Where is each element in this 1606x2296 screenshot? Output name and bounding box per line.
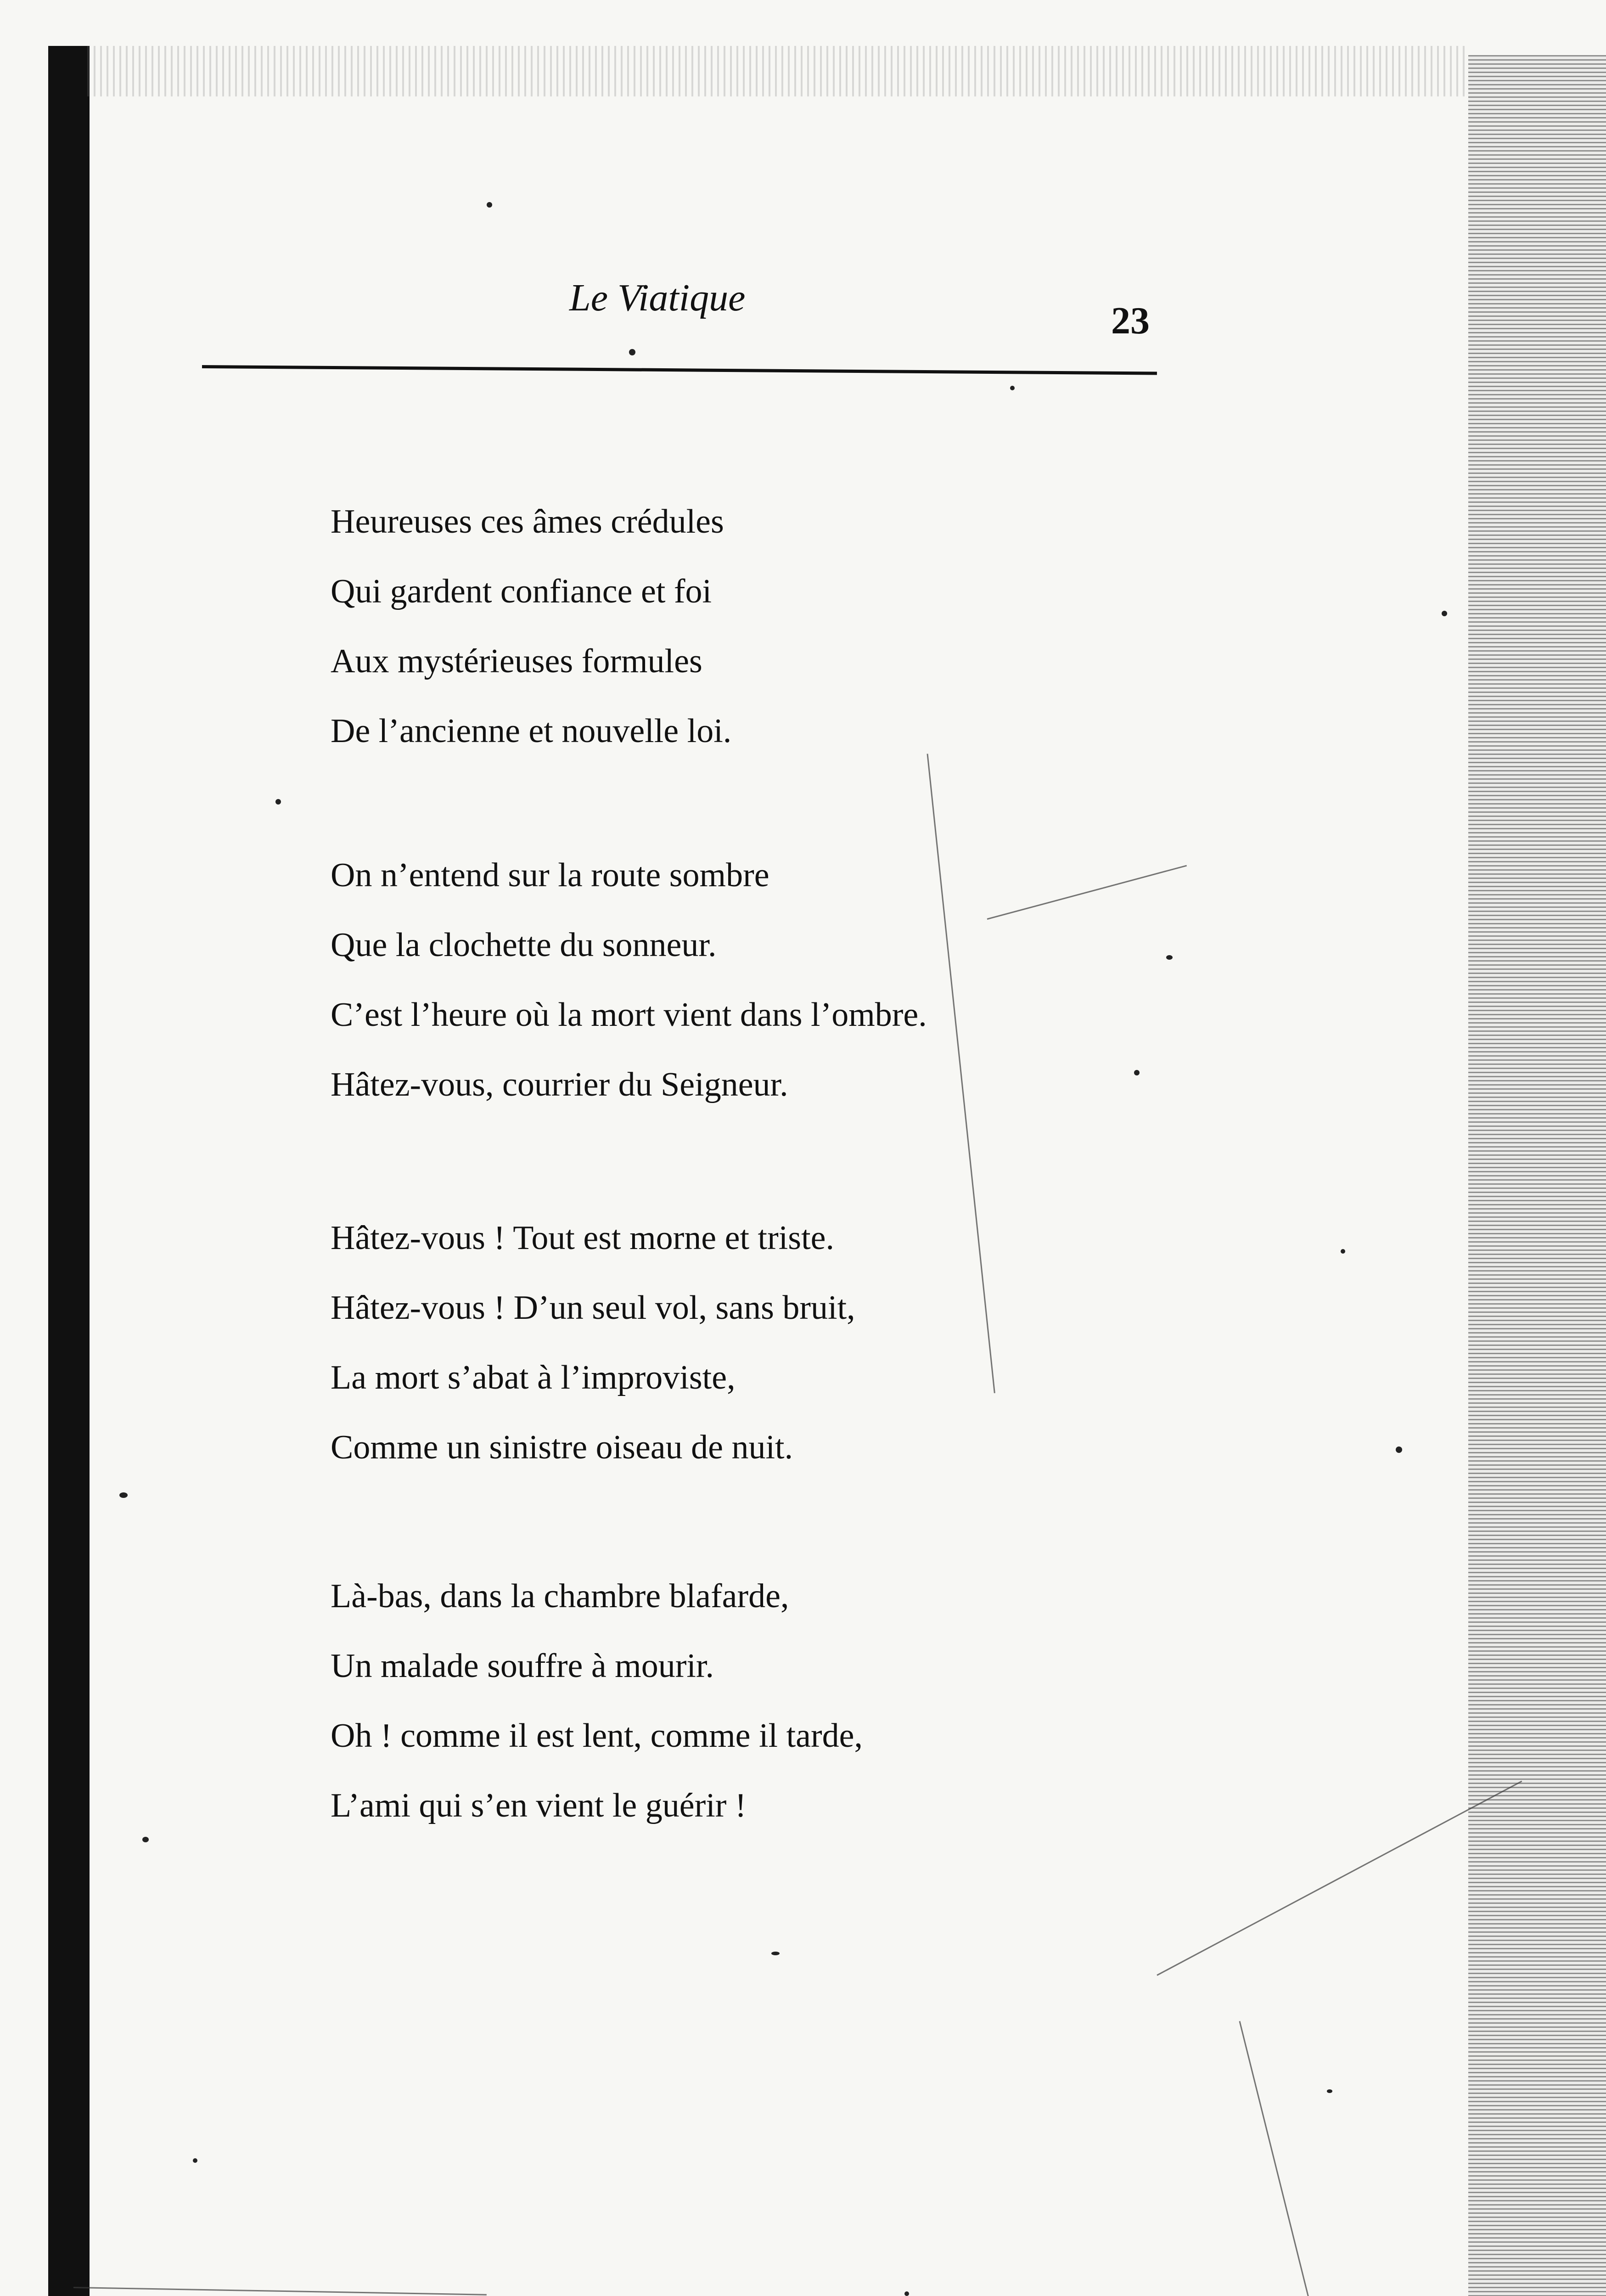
stanza-1 xyxy=(331,487,731,766)
verse-line: On n’entend sur la route sombre xyxy=(331,856,769,894)
verse-line: Que la clochette du sonneur. xyxy=(331,926,717,964)
scan-speck xyxy=(771,1952,780,1955)
verse-line: Comme un sinistre oiseau de nuit. xyxy=(331,1429,793,1466)
header-rule xyxy=(202,365,1157,375)
scan-speck xyxy=(142,1837,149,1842)
verse-line: Un malade souffre à mourir. xyxy=(331,1647,714,1685)
verse-line: La mort s’abat à l’improviste, xyxy=(331,1359,736,1396)
scan-speck xyxy=(1166,955,1173,960)
verse-line: Heureuses ces âmes crédules xyxy=(331,503,724,540)
right-edge-noise xyxy=(1468,55,1606,2296)
scan-speck xyxy=(119,1492,128,1498)
verse-line: Hâtez-vous ! D’un seul vol, sans bruit, xyxy=(331,1289,855,1327)
verse-line: Là-bas, dans la chambre blafarde, xyxy=(331,1577,789,1615)
scan-speck xyxy=(904,2291,909,2296)
scan-scratch xyxy=(1157,1781,1522,1976)
scan-speck xyxy=(1010,386,1015,390)
scan-speck xyxy=(1134,1070,1140,1075)
stanza-4 xyxy=(331,1561,863,1840)
scan-speck xyxy=(193,2158,197,2163)
scan-scratch xyxy=(927,754,995,1393)
stanza-2 xyxy=(331,840,927,1120)
verse-line: Oh ! comme il est lent, comme il tarde, xyxy=(331,1717,863,1755)
scan-scratch xyxy=(1239,2021,1313,2296)
scan-speck xyxy=(487,202,492,208)
scan-speck xyxy=(1327,2089,1332,2093)
scan-speck xyxy=(275,799,281,805)
stanza-3 xyxy=(331,1203,855,1482)
verse-line: Hâtez-vous, courrier du Seigneur. xyxy=(331,1066,788,1103)
top-edge-noise xyxy=(87,46,1468,96)
verse-line: L’ami qui s’en vient le guérir ! xyxy=(331,1787,747,1824)
binding-edge xyxy=(48,46,90,2296)
verse-line: C’est l’heure où la mort vient dans l’ombre. xyxy=(331,996,927,1034)
scan-speck xyxy=(1341,1249,1345,1254)
scan-speck xyxy=(629,349,635,355)
scan-scratch xyxy=(987,865,1187,920)
scan-speck xyxy=(1396,1446,1402,1453)
verse-line: De l’ancienne et nouvelle loi. xyxy=(331,712,732,750)
verse-line: Aux mystérieuses formules xyxy=(331,642,702,680)
running-head: Le Viatique xyxy=(569,276,746,319)
scan-speck xyxy=(1442,611,1447,616)
verse-line: Hâtez-vous ! Tout est morne et triste. xyxy=(331,1219,834,1257)
page-number: 23 xyxy=(1111,299,1150,342)
scan-scratch xyxy=(73,2287,487,2296)
verse-line: Qui gardent confiance et foi xyxy=(331,573,712,610)
